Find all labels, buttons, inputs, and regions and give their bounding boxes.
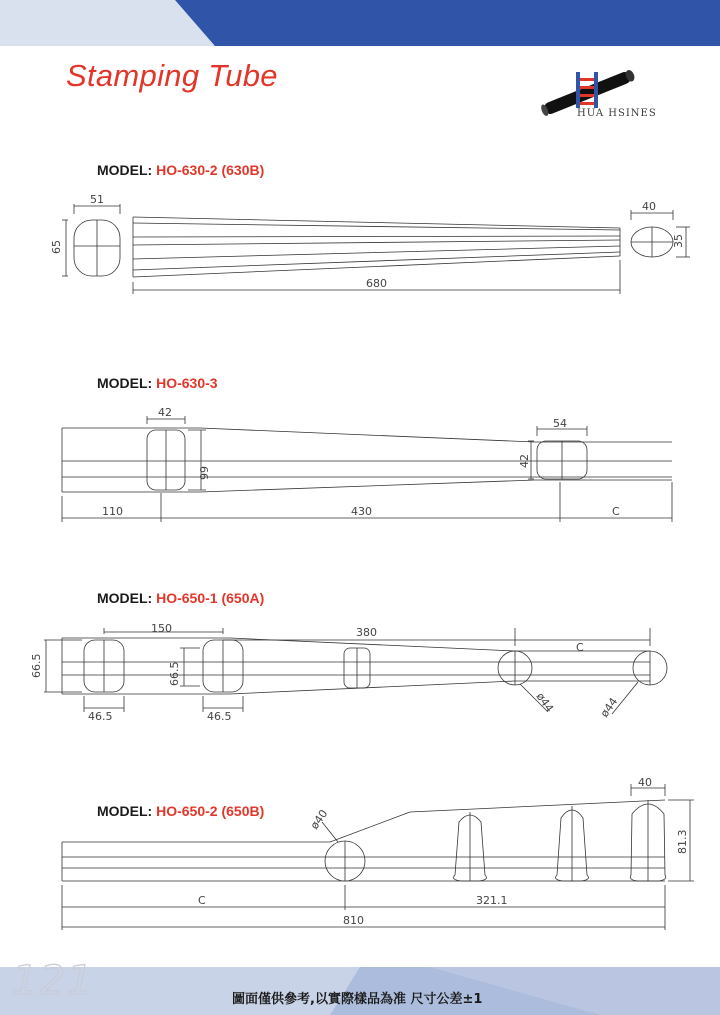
dim-total: 810 xyxy=(343,914,364,927)
dim-width-right: 40 xyxy=(642,200,656,213)
dim-width-right: 54 xyxy=(553,417,567,430)
dim-width-top: 40 xyxy=(638,776,652,789)
model-prefix: MODEL: xyxy=(97,590,153,606)
drawing-ho-630-2 xyxy=(0,190,720,300)
footer-note: 圖面僅供參考,以實際樣品為准 尺寸公差±1 xyxy=(232,992,483,1007)
model-name: HO-630-3 xyxy=(156,375,218,391)
model-prefix: MODEL: xyxy=(97,162,153,178)
model-prefix: MODEL: xyxy=(97,803,153,819)
dim-width1: 46.5 xyxy=(88,710,113,723)
model-name: HO-650-1 (650A) xyxy=(156,590,265,606)
header-band xyxy=(0,0,720,46)
dim-seg1: 150 xyxy=(151,622,172,635)
dim-seg3: C xyxy=(612,505,620,518)
page-number: 121 xyxy=(12,958,95,1004)
dim-height1: 66.5 xyxy=(30,653,43,678)
page-title: Stamping Tube xyxy=(66,58,278,93)
dim-seg-c: C xyxy=(198,894,206,907)
dim-height2: 66.5 xyxy=(168,661,181,686)
dim-width-left: 42 xyxy=(158,406,172,419)
dim-dia2: ø44 xyxy=(597,695,621,720)
model-prefix: MODEL: xyxy=(97,375,153,391)
dim-height-right: 42 xyxy=(518,454,531,468)
brand-name: HUA HSINES xyxy=(577,108,657,119)
model-label xyxy=(97,590,264,606)
dim-width2: 46.5 xyxy=(207,710,232,723)
dim-seg1: 110 xyxy=(102,505,123,518)
drawing-ho-650-1 xyxy=(0,618,720,728)
dim-height-right: 35 xyxy=(672,234,685,248)
dim-seg2: 380 xyxy=(356,626,377,639)
model-label xyxy=(97,375,218,391)
model-label xyxy=(97,162,264,178)
dim-seg2: 430 xyxy=(351,505,372,518)
drawing-ho-630-3 xyxy=(0,400,720,530)
dim-width-left: 51 xyxy=(90,193,104,206)
dim-height-left: 66 xyxy=(197,466,210,480)
dim-height-left: 65 xyxy=(50,240,63,254)
model-name: HO-650-2 (650B) xyxy=(156,803,265,819)
dim-dia: ø40 xyxy=(307,807,331,832)
drawing-ho-650-2 xyxy=(0,770,720,940)
dim-seg3: C xyxy=(576,641,584,654)
dim-height: 81.3 xyxy=(676,829,689,854)
dim-seg2: 321.1 xyxy=(476,894,508,907)
dim-length: 680 xyxy=(366,277,387,290)
dim-dia1: ø44 xyxy=(533,690,557,715)
model-name: HO-630-2 (630B) xyxy=(156,162,265,178)
